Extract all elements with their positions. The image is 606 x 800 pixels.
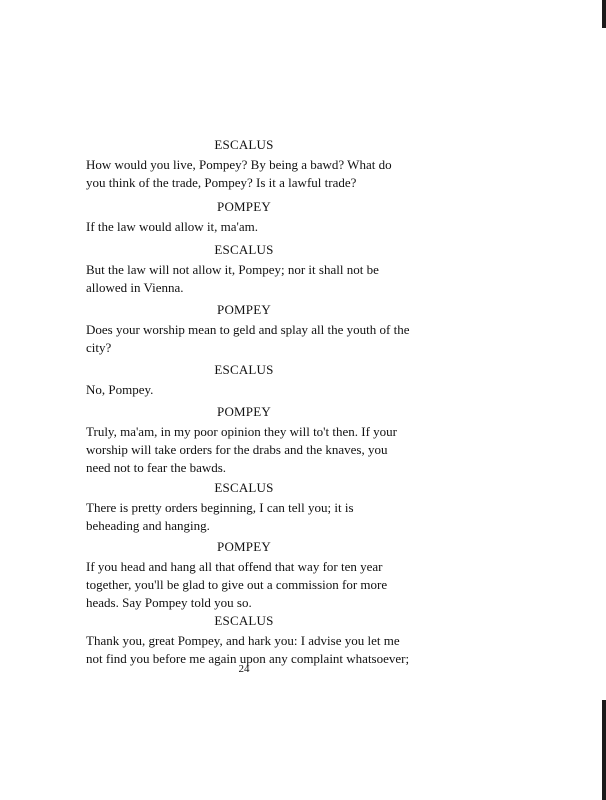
dialogue bbox=[86, 558, 506, 612]
dialogue bbox=[86, 218, 506, 236]
dialogue-line: No, Pompey. bbox=[86, 382, 154, 397]
scan-edge-mark bbox=[602, 0, 606, 28]
dialogue bbox=[86, 321, 506, 357]
dialogue bbox=[86, 381, 506, 399]
dialogue-line: you think of the trade, Pompey? Is it a lawful trade? bbox=[86, 175, 357, 190]
scan-edge-mark bbox=[602, 700, 606, 800]
dialogue-line: If you head and hang all that offend that way for ten year bbox=[86, 559, 383, 574]
dialogue-line: heads. Say Pompey told you so. bbox=[86, 595, 252, 610]
dialogue-line: Truly, ma'am, in my poor opinion they will to't then. If your bbox=[86, 424, 398, 439]
dialogue bbox=[86, 156, 506, 192]
dialogue-line: How would you live, Pompey? By being a bawd? What do bbox=[86, 157, 392, 172]
speech-block bbox=[86, 198, 506, 236]
dialogue-line: city? bbox=[86, 340, 112, 355]
dialogue bbox=[86, 499, 506, 535]
dialogue-line: allowed in Vienna. bbox=[86, 280, 184, 295]
speaker-name: POMPEY bbox=[217, 539, 271, 554]
speech-block bbox=[86, 403, 506, 477]
speaker-name: POMPEY bbox=[217, 404, 271, 419]
speaker-name: ESCALUS bbox=[214, 137, 274, 152]
speech-block bbox=[86, 538, 506, 612]
speech-block bbox=[86, 241, 506, 297]
speaker-name: ESCALUS bbox=[214, 242, 274, 257]
dialogue-line: Thank you, great Pompey, and hark you: I advise you let me bbox=[86, 633, 400, 648]
dialogue-line: Does your worship mean to geld and splay all the youth of the bbox=[86, 322, 410, 337]
dialogue-line: need not to fear the bawds. bbox=[86, 460, 227, 475]
speaker-name: POMPEY bbox=[217, 302, 271, 317]
dialogue-line: together, you'll be glad to give out a commission for more bbox=[86, 577, 388, 592]
page-number: 24 bbox=[238, 663, 250, 675]
speech-block bbox=[86, 612, 506, 668]
dialogue-line: worship will take orders for the drabs and the knaves, you bbox=[86, 442, 388, 457]
dialogue-line: beheading and hanging. bbox=[86, 518, 210, 533]
speaker-name: ESCALUS bbox=[214, 613, 274, 628]
dialogue-line: not find you before me again upon any complaint whatsoever; bbox=[86, 651, 410, 666]
speech-block bbox=[86, 361, 506, 399]
dialogue-line: But the law will not allow it, Pompey; nor it shall not be bbox=[86, 262, 379, 277]
speaker-name: ESCALUS bbox=[214, 480, 274, 495]
speech-block bbox=[86, 479, 506, 535]
dialogue-line: There is pretty orders beginning, I can tell you; it is bbox=[86, 500, 354, 515]
speech-block bbox=[86, 301, 506, 357]
dialogue bbox=[86, 423, 506, 477]
dialogue bbox=[86, 261, 506, 297]
speaker-name: POMPEY bbox=[217, 199, 271, 214]
dialogue-line: If the law would allow it, ma'am. bbox=[86, 219, 259, 234]
speech-block bbox=[86, 136, 506, 192]
speaker-name: ESCALUS bbox=[214, 362, 274, 377]
